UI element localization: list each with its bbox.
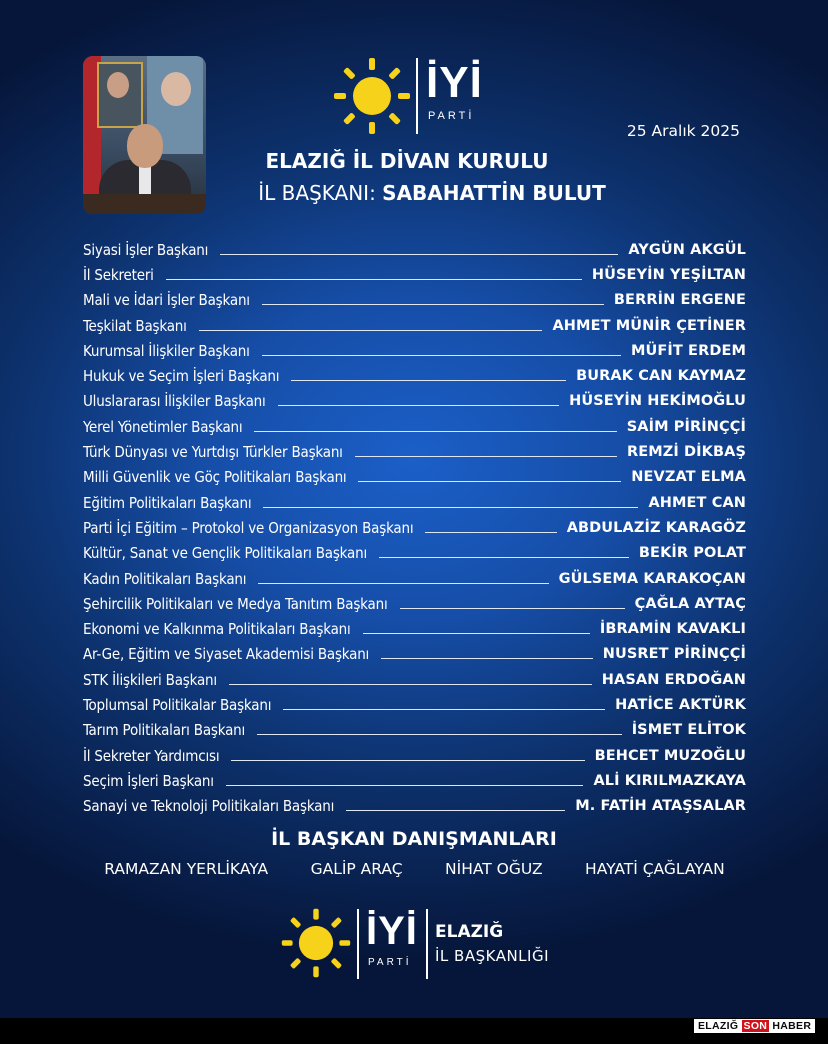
logo-subtext: PARTİ	[428, 110, 475, 122]
leader-line	[199, 330, 543, 331]
member-name: GÜLSEMA KARAKOÇAN	[558, 570, 746, 587]
member-name: HÜSEYİN YEŞİLTAN	[591, 266, 746, 283]
member-row	[83, 718, 746, 743]
member-role: İl Sekreter Yardımcısı	[83, 746, 220, 765]
leader-line	[278, 405, 560, 406]
member-name: HASAN ERDOĞAN	[601, 671, 746, 688]
advisor-name: RAMAZAN YERLİKAYA	[104, 860, 269, 878]
leader-line	[166, 279, 582, 280]
watermark-part1: ELAZIĞ	[698, 1020, 739, 1032]
logo-text: İYİ	[426, 58, 483, 107]
member-row	[83, 642, 746, 667]
member-row	[83, 566, 746, 591]
footer-office: İL BAŞKANLIĞI	[435, 947, 550, 965]
member-row	[83, 465, 746, 490]
logo-divider	[416, 58, 418, 134]
leader-line	[346, 810, 565, 811]
member-role: Yerel Yönetimler Başkanı	[83, 417, 243, 436]
leader-line	[220, 254, 618, 255]
member-row	[83, 591, 746, 616]
member-row	[83, 616, 746, 641]
member-row	[83, 414, 746, 439]
member-name: ABDULAZİZ KARAGÖZ	[566, 519, 746, 536]
member-role: Toplumsal Politikalar Başkanı	[83, 695, 272, 714]
member-row	[83, 262, 746, 287]
leader-line	[263, 507, 638, 508]
member-role: Ekonomi ve Kalkınma Politikaları Başkanı	[83, 620, 351, 639]
member-name: BERRİN ERGENE	[613, 292, 746, 309]
leader-line	[258, 583, 548, 584]
member-role: Kültür, Sanat ve Gençlik Politikaları Başkanı	[83, 544, 368, 563]
photo-desk	[83, 194, 206, 214]
member-name: AHMET CAN	[648, 494, 746, 511]
chairman-line	[200, 181, 664, 205]
member-name: BEHCET MUZOĞLU	[594, 747, 746, 764]
leader-line	[291, 380, 566, 381]
advisors-title: İL BAŞKAN DANIŞMANLARI	[271, 828, 557, 850]
leader-line	[226, 785, 584, 786]
footer-logo	[280, 907, 430, 981]
member-role: Uluslararası İlişkiler Başkanı	[83, 392, 266, 411]
footer-city: ELAZIĞ	[435, 922, 504, 942]
member-name: İBRAMİN KAVAKLI	[599, 621, 746, 638]
member-row	[83, 743, 746, 768]
member-row	[83, 667, 746, 692]
member-name: ALİ KIRILMAZKAYA	[593, 772, 746, 789]
advisors-list	[83, 860, 746, 878]
advisor-name: GALİP ARAÇ	[310, 860, 403, 878]
member-role: Kurumsal İlişkiler Başkanı	[83, 341, 250, 360]
leader-line	[363, 633, 590, 634]
chairman-photo	[83, 56, 206, 214]
member-role: Siyasi İşler Başkanı	[83, 240, 209, 259]
member-role: Parti İçi Eğitim – Protokol ve Organizasyon Başkanı	[83, 518, 414, 537]
member-name: ÇAĞLA AYTAÇ	[634, 595, 746, 612]
sun-icon	[332, 56, 412, 136]
date-label: 25 Aralık 2025	[626, 122, 740, 140]
member-row	[83, 794, 746, 819]
advisor-name: HAYATİ ÇAĞLAYAN	[585, 860, 725, 878]
member-row	[83, 490, 746, 515]
leader-line	[381, 658, 593, 659]
member-role: Mali ve İdari İşler Başkanı	[83, 291, 250, 310]
logo-divider	[357, 909, 359, 979]
member-role: Eğitim Politikaları Başkanı	[83, 493, 252, 512]
member-role: Seçim İşleri Başkanı	[83, 771, 214, 790]
member-name: M. FATİH ATAŞSALAR	[575, 798, 746, 815]
member-name: AHMET MÜNİR ÇETİNER	[552, 317, 746, 334]
member-row	[83, 288, 746, 313]
photo-poster-head	[161, 72, 191, 106]
leader-line	[262, 355, 621, 356]
leader-line	[425, 532, 556, 533]
member-name: AYGÜN AKGÜL	[628, 241, 746, 258]
leader-line	[355, 456, 617, 457]
member-role: Teşkilat Başkanı	[83, 316, 187, 335]
member-name: SAİM PİRİNÇÇİ	[626, 418, 746, 435]
chairman-name: SABAHATTİN BULUT	[382, 181, 606, 205]
member-row	[83, 439, 746, 464]
leader-line	[379, 557, 629, 558]
logo-text: İYİ	[366, 909, 418, 953]
member-row	[83, 363, 746, 388]
leader-line	[283, 709, 605, 710]
member-list	[83, 237, 746, 819]
member-row	[83, 338, 746, 363]
member-row	[83, 237, 746, 262]
watermark-logo	[694, 1019, 815, 1033]
member-role: STK İlişkileri Başkanı	[83, 670, 217, 689]
member-row	[83, 515, 746, 540]
member-row	[83, 389, 746, 414]
member-name: NEVZAT ELMA	[631, 469, 746, 486]
member-name: İSMET ELİTOK	[631, 722, 746, 739]
header-logo	[332, 56, 492, 136]
member-name: BEKİR POLAT	[638, 545, 746, 562]
member-name: BURAK CAN KAYMAZ	[576, 368, 746, 385]
member-role: Milli Güvenlik ve Göç Politikaları Başkanı	[83, 468, 347, 487]
photo-face	[127, 124, 163, 168]
page-title: ELAZIĞ İL DİVAN KURULU	[265, 149, 549, 173]
member-row	[83, 768, 746, 793]
member-row	[83, 692, 746, 717]
member-role: İl Sekreteri	[83, 265, 154, 284]
logo-subtext: PARTİ	[368, 957, 412, 968]
member-name: HATİCE AKTÜRK	[615, 696, 746, 713]
member-row	[83, 313, 746, 338]
member-name: REMZİ DİKBAŞ	[626, 444, 746, 461]
member-role: Hukuk ve Seçim İşleri Başkanı	[83, 367, 280, 386]
photo-portrait-head	[107, 72, 129, 98]
member-role: Tarım Politikaları Başkanı	[83, 721, 246, 740]
logo-divider-right	[426, 909, 428, 979]
member-role: Şehircilik Politikaları ve Medya Tanıtım Başkanı	[83, 594, 388, 613]
sun-icon	[280, 907, 352, 979]
member-row	[83, 541, 746, 566]
member-role: Kadın Politikaları Başkanı	[83, 569, 247, 588]
leader-line	[358, 481, 621, 482]
leader-line	[400, 608, 625, 609]
leader-line	[229, 684, 592, 685]
leader-line	[231, 760, 584, 761]
advisor-name: NİHAT OĞUZ	[445, 860, 543, 878]
watermark-part3: HABER	[772, 1020, 812, 1032]
leader-line	[254, 431, 616, 432]
chairman-prefix: İL BAŞKANI:	[258, 181, 383, 205]
leader-line	[257, 734, 622, 735]
member-role: Sanayi ve Teknoloji Politikaları Başkanı	[83, 797, 335, 816]
leader-line	[262, 304, 604, 305]
member-name: MÜFİT ERDEM	[631, 342, 746, 359]
member-role: Türk Dünyası ve Yurtdışı Türkler Başkanı	[83, 443, 343, 462]
watermark-part2: SON	[743, 1020, 768, 1032]
member-name: HÜSEYİN HEKİMOĞLU	[569, 393, 746, 410]
member-name: NUSRET PİRİNÇÇİ	[602, 646, 746, 663]
member-role: Ar-Ge, Eğitim ve Siyaset Akademisi Başkanı	[83, 645, 370, 664]
